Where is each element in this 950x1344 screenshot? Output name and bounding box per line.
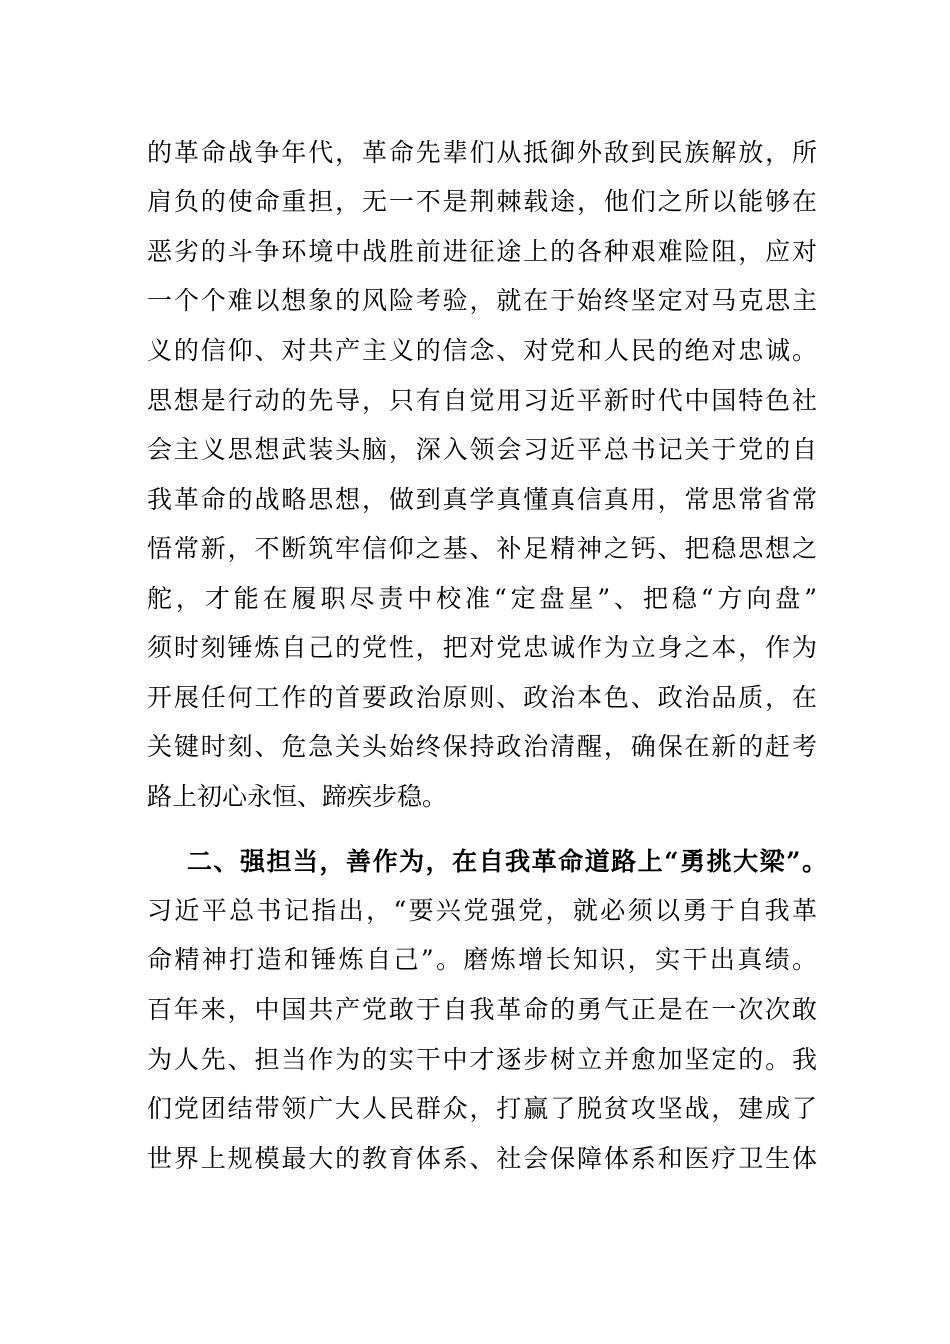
paragraph-line: 须时刻锤炼自己的党性，把对党忠诚作为立身之本，作为 — [147, 633, 817, 662]
paragraph-line: 恶劣的斗争环境中战胜前进征途上的各种艰难险阻，应对 — [147, 237, 817, 266]
paragraph-line: 为人先、担当作为的实干中才逐步树立并愈加坚定的。我 — [147, 1045, 817, 1074]
paragraph-line: 们党团结带领广大人民群众，打赢了脱贫攻坚战，建成了 — [147, 1094, 817, 1123]
paragraph-line: 的革命战争年代，革命先辈们从抵御外敌到民族解放，所 — [147, 138, 817, 167]
paragraph-line: 路上初心永恒、蹄疾步稳。 — [147, 782, 448, 811]
paragraph-line: 开展任何工作的首要政治原则、政治本色、政治品质，在 — [147, 683, 817, 712]
section-heading: 二、强担当，善作为，在自我革命道路上“勇挑大梁”。 — [187, 847, 827, 876]
paragraph-line: 舵，才能在履职尽责中校准“定盘星”、把稳“方向盘” — [147, 584, 817, 613]
paragraph-line: 肩负的使命重担，无一不是荆棘载途，他们之所以能够在 — [147, 187, 817, 216]
paragraph-line: 命精神打造和锤炼自己”。磨炼增长知识，实干出真绩。 — [147, 945, 817, 974]
paragraph-line: 一个个难以想象的风险考验，就在于始终坚定对马克思主 — [147, 286, 817, 315]
paragraph-line: 百年来，中国共产党敢于自我革命的勇气正是在一次次敢 — [147, 995, 817, 1024]
paragraph-line: 思想是行动的先导，只有自觉用习近平新时代中国特色社 — [147, 386, 817, 415]
paragraph-line: 悟常新，不断筑牢信仰之基、补足精神之钙、把稳思想之 — [147, 534, 817, 563]
paragraph-line: 义的信仰、对共产主义的信念、对党和人民的绝对忠诚。 — [147, 336, 817, 365]
paragraph-line: 世界上规模最大的教育体系、社会保障体系和医疗卫生体 — [147, 1144, 817, 1173]
paragraph-line: 习近平总书记指出，“要兴党强党，就必须以勇于自我革 — [147, 896, 817, 925]
paragraph-line: 我革命的战略思想，做到真学真懂真信真用，常思常省常 — [147, 485, 817, 514]
paragraph-line: 关键时刻、危急关头始终保持政治清醒，确保在新的赶考 — [147, 732, 817, 761]
paragraph-line: 会主义思想武装头脑，深入领会习近平总书记关于党的自 — [147, 435, 817, 464]
